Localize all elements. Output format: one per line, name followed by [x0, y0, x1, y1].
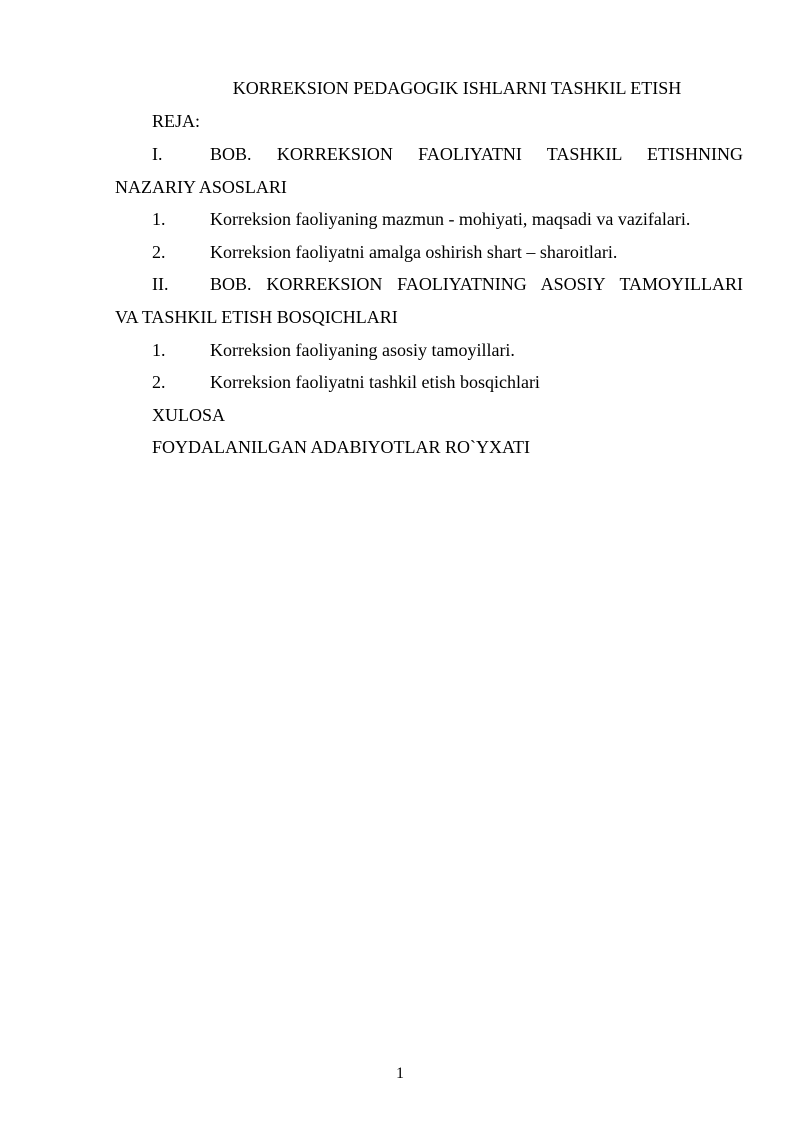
- chapter-2-item-1-number: 1.: [152, 340, 166, 360]
- conclusion-heading: XULOSA: [152, 405, 226, 425]
- chapter-2-number: II.: [152, 274, 169, 294]
- plan-label: REJA:: [152, 111, 201, 131]
- references-heading: FOYDALANILGAN ADABIYOTLAR RO`YXATI: [152, 437, 530, 457]
- chapter-2-title-text: BOB. KORREKSION FAOLIYATNING ASOSIY TAMOYILLARI: [210, 274, 743, 294]
- chapter-2-item-1-text: Korreksion faoliyaning asosiy tamoyillari.: [210, 340, 515, 360]
- page-number: 1: [396, 1065, 404, 1082]
- chapter-1-item-1-number: 1.: [152, 209, 166, 229]
- chapter-1-title-text: BOB. KORREKSION FAOLIYATNI TASHKIL ETISHNING: [210, 144, 743, 164]
- chapter-2-title-line1: [210, 273, 743, 295]
- chapter-2-title-line2: VA TASHKIL ETISH BOSQICHLARI: [115, 307, 398, 327]
- chapter-2-item-2-text: Korreksion faoliyatni tashkil etish bosqichlari: [210, 372, 540, 392]
- chapter-1-item-2-number: 2.: [152, 242, 166, 262]
- chapter-1-title-line1: [210, 143, 743, 165]
- chapter-1-title-line2: NAZARIY ASOSLARI: [115, 177, 287, 197]
- chapter-1-item-2-text: Korreksion faoliyatni amalga oshirish shart – sharoitlari.: [210, 242, 618, 262]
- chapter-1-number: I.: [152, 144, 163, 164]
- document-title: KORREKSION PEDAGOGIK ISHLARNI TASHKIL ETISH: [232, 78, 682, 98]
- chapter-1-item-1-text: Korreksion faoliyaning mazmun - mohiyati, maqsadi va vazifalari.: [210, 209, 691, 229]
- chapter-2-item-2-number: 2.: [152, 372, 166, 392]
